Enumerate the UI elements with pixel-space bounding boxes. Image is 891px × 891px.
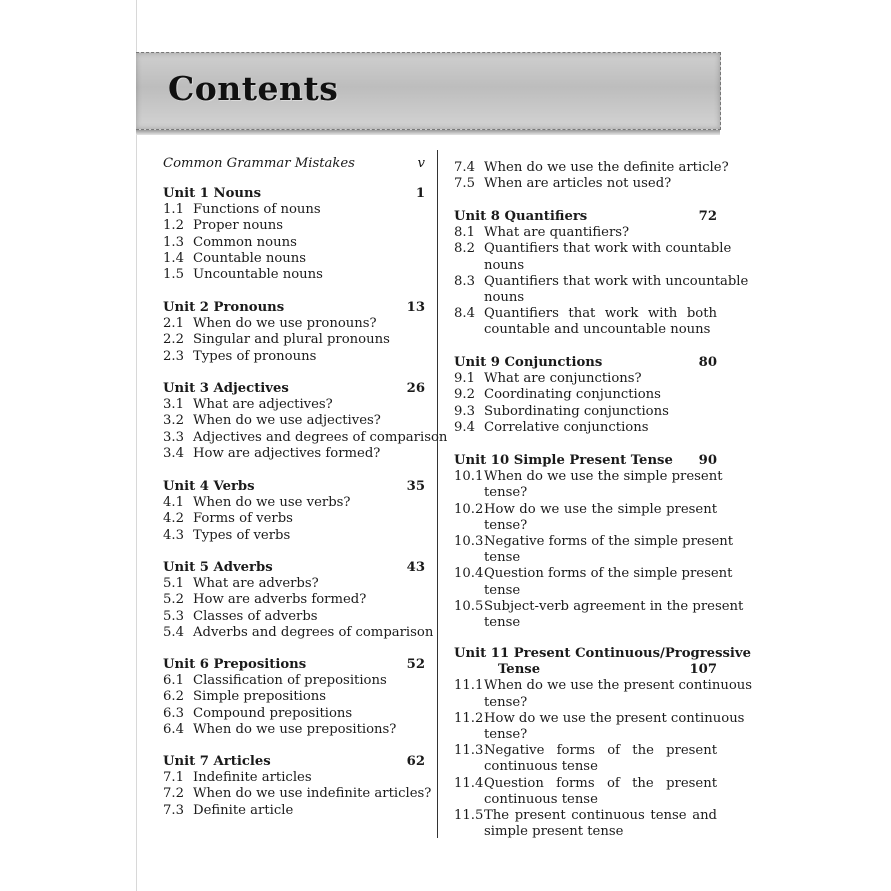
toc-item (163, 235, 425, 250)
item-number: 11.3 (454, 743, 484, 759)
unit-page-number: 90 (698, 453, 717, 468)
item-number: 1.5 (163, 267, 184, 282)
item-number: 1.2 (163, 218, 184, 234)
toc-item (454, 566, 733, 582)
item-continuation: tense (484, 550, 521, 566)
item-number: 6.2 (163, 689, 184, 705)
unit-heading: Unit 6 Prepositions (163, 657, 307, 672)
item-title: Forms of verbs (193, 511, 293, 527)
unit-page-number: 1 (415, 186, 425, 201)
item-number: 1.1 (163, 202, 184, 218)
item-number: 10.4 (454, 566, 484, 582)
item-number: 5.4 (163, 624, 184, 640)
contents-banner (136, 52, 721, 130)
item-number: 9.3 (454, 403, 475, 419)
toc-item (163, 202, 425, 217)
unit-heading: Unit 11 Present Continuous/Progressive (454, 646, 751, 661)
item-number: 8.3 (454, 273, 475, 289)
item-number: 3.4 (163, 445, 184, 461)
toc-item (454, 404, 717, 419)
item-title: Functions of nouns (193, 202, 321, 218)
item-title: When are articles not used? (484, 176, 672, 191)
item-title: What are quantifiers? (484, 225, 630, 241)
item-number: 5.3 (163, 608, 184, 624)
item-title: Types of verbs (193, 527, 291, 543)
item-number: 9.2 (454, 387, 475, 403)
unit-page-number: 72 (698, 209, 717, 224)
item-title: When do we use adjectives? (193, 413, 381, 429)
toc-item (454, 176, 717, 191)
item-number: 2.2 (163, 332, 184, 348)
unit-heading: Unit 8 Quantifiers (454, 209, 588, 224)
toc-item (454, 469, 723, 485)
item-title: How do we use the simple present (484, 501, 717, 517)
toc-item (454, 273, 749, 289)
item-number: 7.1 (163, 770, 184, 786)
toc-item (163, 316, 425, 331)
item-title: When do we use verbs? (193, 495, 351, 511)
item-title: Singular and plural pronouns (193, 332, 390, 348)
item-title: When do we use prepositions? (193, 721, 397, 737)
item-title: Uncountable nouns (193, 267, 323, 282)
toc-item (454, 776, 717, 791)
item-title: Correlative conjunctions (484, 419, 649, 435)
item-title: When do we use the simple present (484, 469, 723, 485)
item-title: When do we use the definite article? (484, 160, 729, 175)
item-title: Countable nouns (193, 250, 307, 266)
item-number: 11.4 (454, 775, 484, 791)
item-number: 11.1 (454, 678, 484, 694)
toc-item (163, 349, 425, 364)
item-continuation: tense? (484, 727, 528, 742)
item-number: 7.5 (454, 176, 475, 191)
toc-item (163, 397, 425, 412)
item-title: How are adjectives formed? (193, 445, 381, 461)
toc-item (454, 678, 753, 694)
item-title: When do we use indefinite articles? (193, 786, 432, 802)
item-title: What are adjectives? (193, 397, 333, 413)
column-divider (437, 150, 438, 838)
toc-item (454, 502, 717, 517)
item-continuation: countable and uncountable nouns (484, 322, 711, 338)
toc-item (454, 225, 717, 240)
toc-item (163, 429, 448, 445)
toc-item (163, 722, 425, 737)
page-title: Contents (168, 69, 339, 108)
item-title: How are adverbs formed? (193, 592, 367, 608)
toc-item (163, 218, 425, 233)
item-number: 6.1 (163, 673, 184, 689)
toc-item (163, 495, 425, 510)
item-continuation: tense (484, 582, 521, 598)
item-title: The present continuous tense and (484, 808, 717, 823)
item-title: Classes of adverbs (193, 608, 318, 624)
toc-item (163, 251, 425, 266)
item-number: 4.3 (163, 527, 184, 543)
item-number: 4.1 (163, 495, 184, 511)
item-title: Subordinating conjunctions (484, 403, 669, 419)
item-number: 1.3 (163, 234, 184, 250)
item-number: 8.2 (454, 241, 475, 257)
unit-page-number: 107 (689, 662, 717, 678)
item-title: Types of pronouns (193, 348, 317, 364)
unit-heading: Unit 9 Conjunctions (454, 355, 603, 370)
item-title: Subject-verb agreement in the present (484, 598, 744, 614)
item-continuation: continuous tense (484, 759, 598, 775)
toc-item (163, 576, 425, 591)
toc-item (454, 241, 732, 257)
toc-item (454, 743, 717, 758)
unit-heading: Unit 3 Adjectives (163, 381, 289, 396)
item-title: What are conjunctions? (484, 371, 642, 387)
item-title: Question forms of the simple present (484, 566, 733, 582)
intro-page-number: v (417, 156, 425, 171)
item-title: Quantifiers that work with both (484, 306, 717, 322)
item-title: Compound prepositions (193, 705, 353, 721)
item-number: 2.1 (163, 316, 184, 332)
item-number: 7.4 (454, 160, 475, 175)
item-continuation: simple present tense (484, 824, 624, 840)
unit-heading: Unit 5 Adverbs (163, 560, 273, 575)
item-continuation: tense? (484, 694, 528, 710)
item-number: 2.3 (163, 348, 184, 364)
item-title: Simple prepositions (193, 689, 327, 705)
toc-item (163, 528, 425, 543)
item-title: Quantifiers that work with countable (484, 241, 732, 257)
item-number: 10.2 (454, 501, 484, 517)
toc-item (454, 598, 744, 614)
item-title: Definite article (193, 802, 294, 818)
item-title: Negative forms of the present (484, 743, 717, 759)
item-number: 10.5 (454, 598, 484, 614)
unit-page-number: 52 (406, 657, 425, 672)
item-title: When do we use pronouns? (193, 316, 377, 332)
item-title: Question forms of the present (484, 775, 717, 791)
toc-item (454, 420, 717, 435)
item-number: 10.1 (454, 469, 484, 485)
unit-page-number: 13 (406, 300, 425, 315)
item-continuation: continuous tense (484, 791, 598, 807)
unit-page-number: 62 (406, 754, 425, 769)
item-number: 1.4 (163, 250, 184, 266)
item-number: 3.3 (163, 429, 184, 445)
toc-item (163, 609, 425, 624)
item-number: 5.2 (163, 592, 184, 608)
item-number: 7.2 (163, 786, 184, 802)
item-number: 3.1 (163, 397, 184, 413)
item-continuation: tense (484, 615, 521, 630)
toc-item (454, 387, 717, 402)
toc-item (454, 160, 729, 175)
toc-item (163, 267, 425, 282)
toc-item (454, 371, 717, 386)
item-number: 11.5 (454, 808, 484, 823)
toc-item (163, 511, 425, 526)
item-number: 11.2 (454, 710, 484, 726)
item-title: Adjectives and degrees of comparison (193, 429, 448, 445)
item-number: 8.1 (454, 225, 475, 241)
item-title: What are adverbs? (193, 576, 319, 592)
toc-item (163, 413, 425, 428)
unit-heading: Unit 10 Simple Present Tense (454, 453, 673, 468)
item-continuation: nouns (484, 290, 525, 305)
toc-item (454, 534, 734, 549)
toc-item (163, 446, 425, 461)
item-title: Negative forms of the simple present (484, 534, 734, 549)
item-title: Indefinite articles (193, 770, 312, 786)
toc-item (163, 592, 425, 607)
toc-item (454, 710, 745, 726)
toc-item (454, 808, 717, 823)
toc-item (163, 624, 434, 640)
unit-heading: Unit 4 Verbs (163, 479, 255, 494)
item-title: Coordinating conjunctions (484, 387, 661, 403)
item-number: 4.2 (163, 511, 184, 527)
item-title: When do we use the present continuous (484, 678, 753, 694)
item-number: 9.1 (454, 371, 475, 387)
item-title: Quantifiers that work with uncountable (484, 273, 749, 289)
unit-heading-continued: Tense (498, 662, 541, 678)
item-title: How do we use the present continuous (484, 710, 745, 726)
unit-page-number: 26 (406, 381, 425, 396)
unit-heading: Unit 2 Pronouns (163, 300, 285, 315)
item-number: 9.4 (454, 419, 475, 435)
unit-heading: Unit 7 Articles (163, 754, 271, 769)
item-continuation: nouns (484, 257, 525, 273)
item-title: Proper nouns (193, 218, 284, 234)
unit-page-number: 43 (406, 560, 425, 575)
item-number: 10.3 (454, 534, 484, 549)
item-number: 6.3 (163, 705, 184, 721)
item-number: 7.3 (163, 802, 184, 818)
toc-item (163, 689, 425, 704)
item-number: 3.2 (163, 413, 184, 429)
unit-heading: Unit 1 Nouns (163, 186, 261, 201)
toc-item (163, 786, 432, 802)
toc-item (163, 706, 425, 721)
toc-item (163, 803, 425, 818)
toc-item (163, 770, 425, 785)
item-title: Classification of prepositions (193, 673, 387, 689)
toc-item (163, 673, 425, 688)
toc-item (163, 332, 425, 347)
item-continuation: tense? (484, 485, 528, 501)
item-continuation: tense? (484, 517, 528, 533)
item-number: 6.4 (163, 721, 184, 737)
item-number: 8.4 (454, 306, 475, 322)
unit-page-number: 35 (406, 479, 425, 494)
item-title: Common nouns (193, 234, 297, 250)
item-title: Adverbs and degrees of comparison (193, 624, 434, 640)
item-number: 5.1 (163, 576, 184, 592)
unit-page-number: 80 (698, 355, 717, 370)
intro-entry: Common Grammar Mistakes (163, 156, 355, 171)
toc-item (454, 306, 717, 321)
